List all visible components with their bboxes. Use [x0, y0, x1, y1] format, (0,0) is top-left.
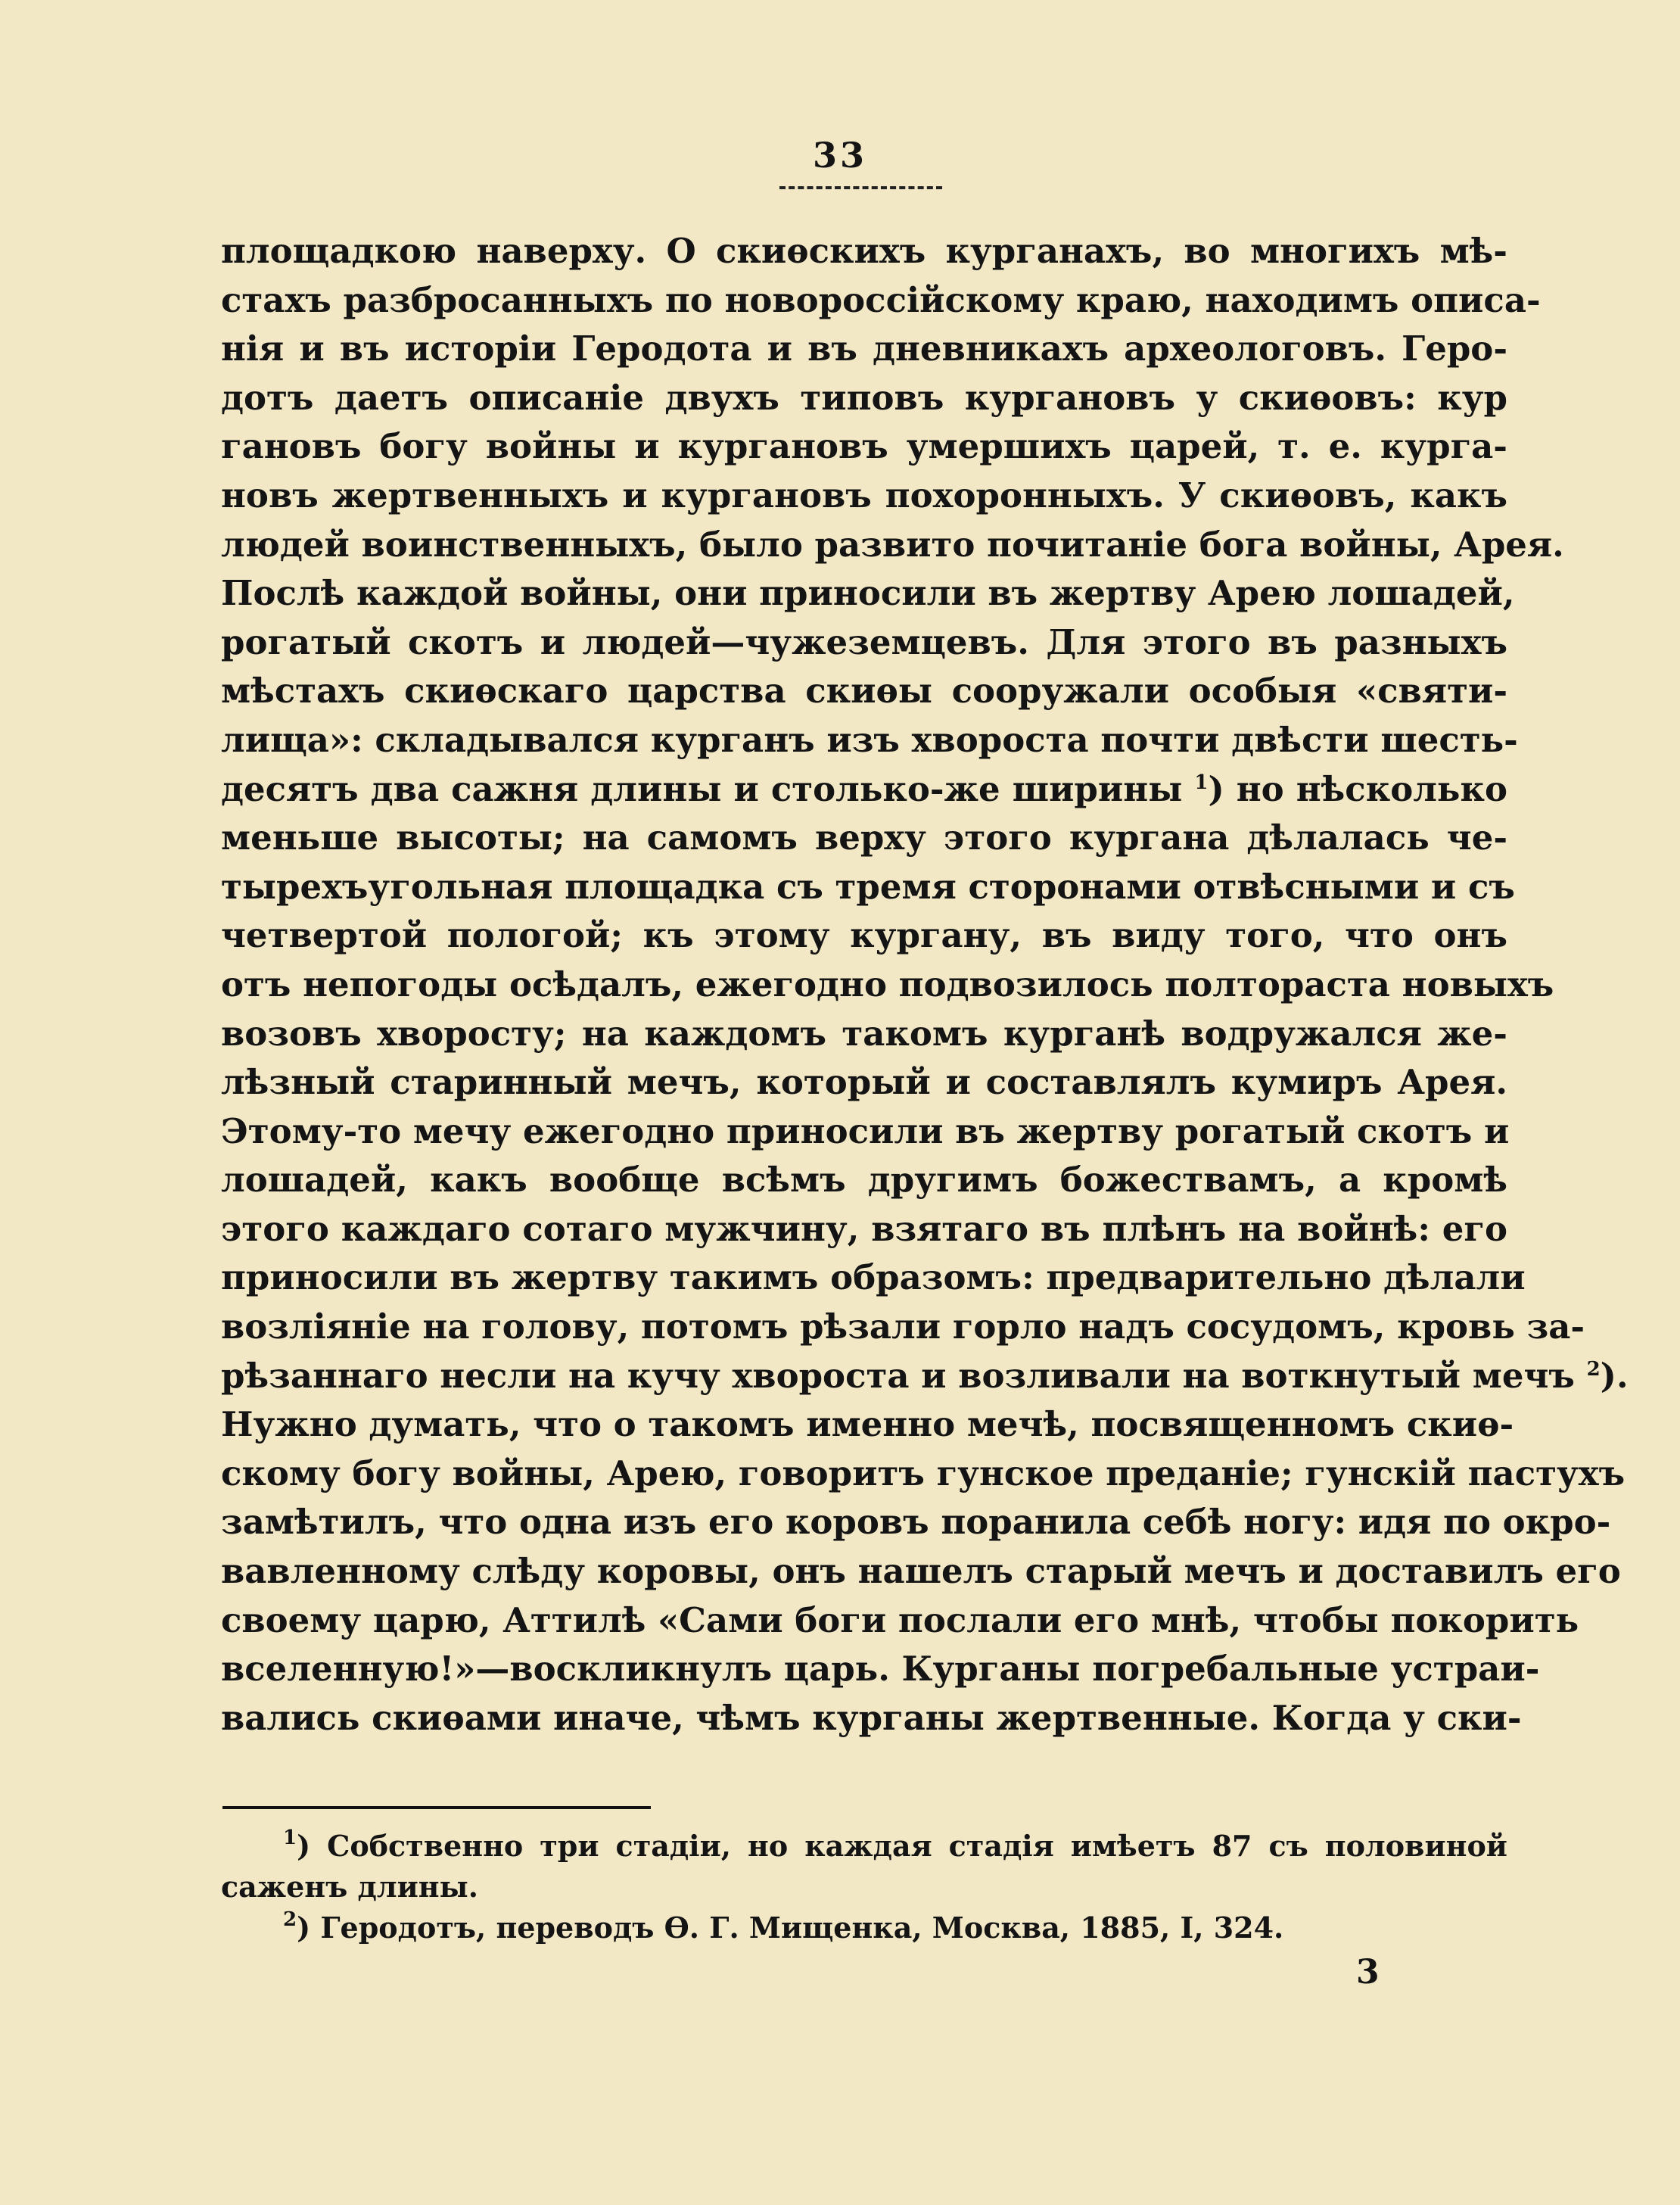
- text-line: вавленному слѣду коровы, онъ нашелъ старый мечъ и доставилъ его: [221, 1551, 1621, 1592]
- text-line: Этому-то мечу ежегодно приносили въ жертву рогатый скотъ и: [221, 1110, 1510, 1151]
- text-line: отъ непогоды осѣдалъ, ежегодно подвозилось полтораста новыхъ: [221, 964, 1554, 1004]
- text-line: вались скиѳами иначе, чѣмъ курганы жертвенные. Когда у ски-: [221, 1697, 1522, 1738]
- text-line: лѣзный старинный мечъ, который и составлялъ кумиръ Арея.: [221, 1062, 1507, 1103]
- text-line: гановъ богу войны и кургановъ умершихъ царей, т. е. курга-: [221, 426, 1507, 467]
- footnote-ref: 2: [1586, 1357, 1601, 1381]
- text-line: людей воинственныхъ, было развито почитаніе бога войны, Арея.: [221, 524, 1564, 565]
- footnote-text: Геродотъ, переводъ Ѳ. Г. Мищенка, Москва, 1885, I, 324.: [320, 1911, 1284, 1945]
- text-line: рогатый скотъ и людей—чужеземцевъ. Для этого въ разныхъ: [221, 621, 1507, 662]
- footnotes: [221, 1826, 1507, 1948]
- footnote-1: $^1$) Собственно три стадіи, но каждая стадія имѣетъ 87 съ половиной: [283, 1827, 1507, 1863]
- signature-mark: 3: [1356, 1953, 1380, 1992]
- text-line: четвертой пологой; къ этому кургану, въ виду того, что онъ: [221, 915, 1507, 956]
- text-segment: десятъ два сажня длины и столько-же ширины: [221, 768, 1183, 809]
- text-line: вселенную!»—воскликнулъ царь. Курганы погребальные устраи-: [221, 1649, 1540, 1690]
- page-number: 33: [812, 135, 867, 176]
- text-line: своему царю, Аттилѣ «Сами боги послали его мнѣ, чтобы покорить: [221, 1599, 1579, 1640]
- text-line-with-footnote-ref: [221, 1352, 1629, 1401]
- text-line: новъ жертвенныхъ и кургановъ похоронныхъ. У скиѳовъ, какъ: [221, 475, 1507, 515]
- text-line: меньше высоты; на самомъ верху этого кургана дѣлалась че-: [221, 818, 1507, 858]
- text-segment: но нѣсколько: [1236, 768, 1507, 809]
- header-rule: [779, 186, 942, 189]
- text-line: этого каждаго сотаго мужчину, взятаго въ плѣнъ на войнѣ: его: [221, 1208, 1507, 1249]
- text-line: возліяніе на голову, потомъ рѣзали горло надъ сосудомъ, кровь за-: [221, 1306, 1585, 1347]
- text-segment: ).: [1600, 1355, 1629, 1396]
- text-line: площадкою наверху. О скиѳскихъ курганахъ, во многихъ мѣ-: [221, 231, 1507, 271]
- text-line: лошадей, какъ вообще всѣмъ другимъ божествамъ, а кромѣ: [221, 1160, 1507, 1201]
- footnote-text: Собственно три стадіи, но каждая стадія имѣетъ 87 съ половиной: [327, 1829, 1507, 1863]
- text-line: Послѣ каждой войны, они приносили въ жертву Арею лошадей,: [221, 573, 1515, 614]
- text-line: дотъ даетъ описаніе двухъ типовъ кургановъ у скиѳовъ: кур: [221, 377, 1507, 418]
- footnote-2: $^2$) Геродотъ, переводъ Ѳ. Г. Мищенка, Москва, 1885, I, 324.: [283, 1908, 1284, 1945]
- text-line: нія и въ исторіи Геродота и въ дневникахъ археологовъ. Геро-: [221, 329, 1507, 369]
- text-line: тырехъугольная площадка съ тремя сторонами отвѣсными и съ: [221, 866, 1515, 907]
- footnote-marker: 2: [283, 1908, 297, 1931]
- body-text: [221, 227, 1629, 1743]
- text-line: Нужно думать, что о такомъ именно мечѣ, посвященномъ скиѳ-: [221, 1404, 1514, 1445]
- text-segment: рѣзаннаго несли на кучу хвороста и возливали на воткнутый мечъ: [221, 1355, 1575, 1396]
- text-line: лища»: складывался курганъ изъ хвороста почти двѣсти шесть-: [221, 719, 1518, 760]
- text-line: замѣтилъ, что одна изъ его коровъ поранила себѣ ногу: идя по окро-: [221, 1502, 1611, 1543]
- text-line-with-footnote-ref: десятъ два сажня длины и столько-же ширины $^1$) но нѣсколько: [221, 768, 1507, 809]
- footnote-rule: [222, 1806, 651, 1809]
- text-line: возовъ хворосту; на каждомъ такомъ курганѣ водружался же-: [221, 1013, 1507, 1054]
- footnote-marker: 1: [283, 1827, 297, 1849]
- text-line: мѣстахъ скиѳскаго царства скиѳы сооружали особыя «святи-: [221, 671, 1507, 712]
- footnote-ref: 1: [1194, 771, 1209, 794]
- footnote-1-continued: саженъ длины.: [221, 1870, 478, 1904]
- text-line: скому богу войны, Арею, говоритъ гунское преданіе; гунскій пастухъ: [221, 1453, 1626, 1493]
- text-line: приносили въ жертву такимъ образомъ: предварительно дѣлали: [221, 1257, 1526, 1298]
- text-line: стахъ разбросанныхъ по новороссійскому краю, находимъ описа-: [221, 279, 1541, 320]
